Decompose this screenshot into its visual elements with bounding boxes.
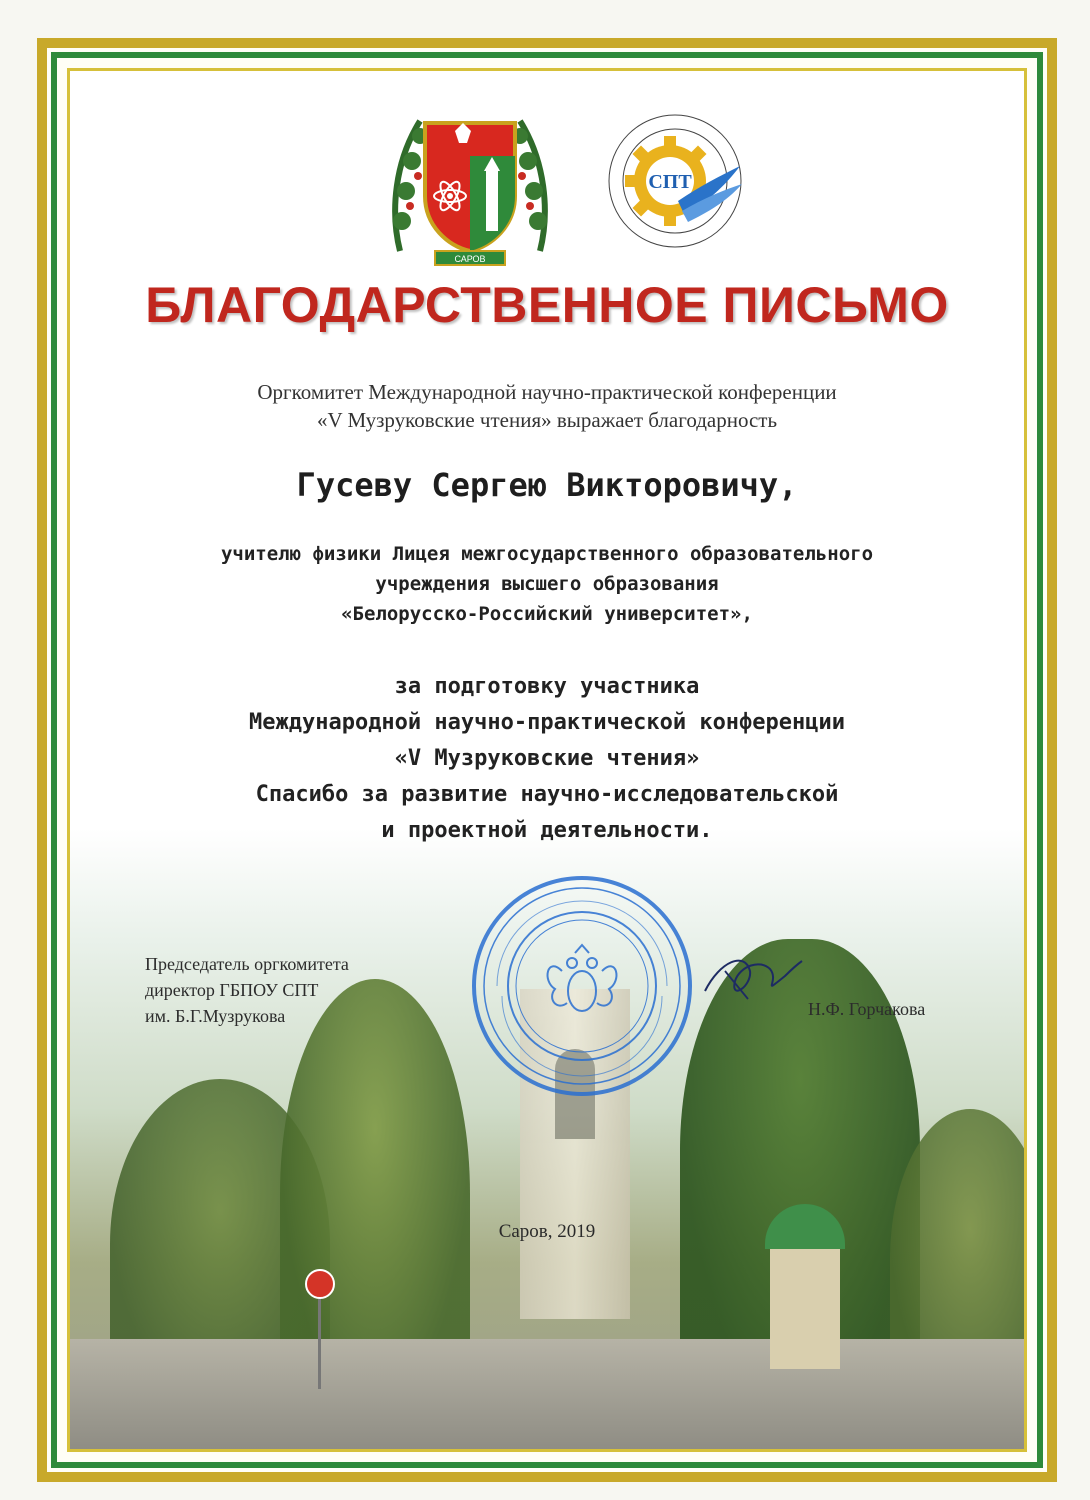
college-logo-letters: СПТ (648, 171, 692, 193)
signer-name: Н.Ф. Горчакова (808, 999, 926, 1019)
college-gear-logo-icon (600, 106, 750, 256)
road-image (70, 1339, 1024, 1449)
position-line: учителю физики Лицея межгосударственного образовательного (220, 543, 874, 565)
certificate-body (67, 68, 1027, 1452)
gratitude-reason (70, 669, 1024, 849)
place-and-date: Саров, 2019 (498, 1221, 596, 1242)
reason-line: «V Музруковские чтения» (394, 746, 700, 771)
sign-pole (318, 1297, 321, 1389)
position-line: учреждения высшего образования (375, 573, 719, 595)
intro-line: Оргкомитет Международной научно-практической конференции (257, 380, 837, 404)
signer-role-line: директор ГБПОУ СПТ (145, 980, 319, 1000)
signer-role (145, 951, 349, 1029)
signer-role-line: Председатель оргкомитета (145, 954, 349, 974)
no-entry-sign-icon (305, 1269, 335, 1299)
position-line: «Белорусско-Российский университет», (341, 603, 753, 625)
reason-line: за подготовку участника (394, 674, 700, 699)
reason-line: Спасибо за развитие научно-исследовательской (255, 782, 839, 807)
reason-line: и проектной деятельности. (381, 818, 713, 843)
intro-line: «V Музруковские чтения» выражает благодарность (316, 408, 778, 432)
coat-of-arms-ribbon-text: САРОВ (454, 254, 486, 264)
certificate-frame (37, 38, 1057, 1482)
intro-text (70, 378, 1024, 434)
recipient-name: Гусеву Сергею Викторовичу, (296, 466, 798, 504)
document-title: БЛАГОДАРСТВЕННОЕ ПИСЬМО (145, 277, 949, 333)
handwritten-signature (690, 941, 810, 1021)
official-round-stamp-icon (467, 871, 697, 1101)
city-coat-of-arms-icon (380, 101, 560, 271)
reason-line: Международной научно-практической конференции (248, 710, 846, 735)
green-border (51, 52, 1043, 1468)
signer-role-line: им. Б.Г.Музрукова (145, 1006, 286, 1026)
recipient-position (70, 539, 1024, 629)
chapel-image (770, 1239, 840, 1369)
